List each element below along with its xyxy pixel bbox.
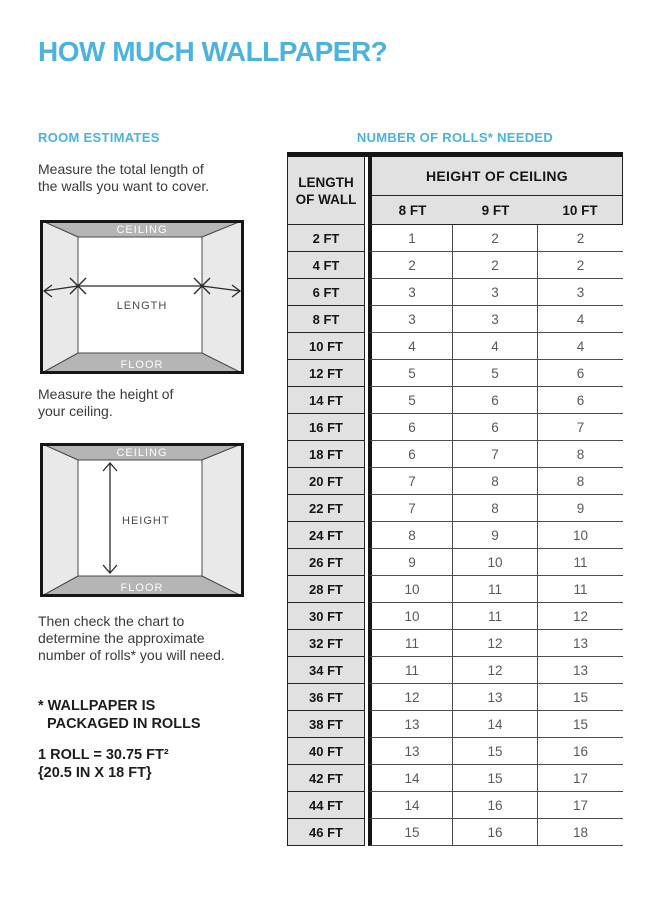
roll-count-9ft: 9 — [453, 522, 538, 549]
height-label: HEIGHT — [122, 515, 170, 527]
roll-count-9ft: 3 — [453, 279, 538, 306]
roll-count-8ft: 3 — [368, 279, 453, 306]
row-length-label: 6 FT — [287, 279, 365, 306]
roll-count-9ft: 12 — [453, 657, 538, 684]
room-estimates-heading: ROOM ESTIMATES — [38, 130, 160, 145]
ceiling-height-diagram — [40, 443, 244, 597]
roll-count-9ft: 16 — [453, 819, 538, 846]
roll-count-9ft: 11 — [453, 576, 538, 603]
row-length-label: 46 FT — [287, 819, 365, 846]
roll-count-8ft: 3 — [368, 306, 453, 333]
roll-count-10ft: 4 — [538, 333, 623, 360]
roll-count-9ft: 15 — [453, 738, 538, 765]
corner-header-line1: LENGTH — [298, 174, 354, 190]
rolls-needed-heading: NUMBER OF ROLLS* NEEDED — [356, 130, 554, 145]
instruction-chart-line1: Then check the chart to — [38, 613, 185, 629]
roll-count-10ft: 15 — [538, 711, 623, 738]
roll-count-8ft: 4 — [368, 333, 453, 360]
roll-count-10ft: 8 — [538, 441, 623, 468]
roll-count-8ft: 10 — [368, 576, 453, 603]
rolls-table — [287, 152, 623, 846]
instruction-height-line1: Measure the height of — [38, 386, 174, 402]
roll-size-line2: {20.5 IN X 18 FT} — [38, 765, 152, 781]
row-length-label: 14 FT — [287, 387, 365, 414]
row-length-label: 40 FT — [287, 738, 365, 765]
instruction-height-line2: your ceiling. — [38, 403, 113, 419]
roll-count-8ft: 14 — [368, 765, 453, 792]
row-length-label: 38 FT — [287, 711, 365, 738]
right-wall-panel — [202, 443, 244, 597]
instruction-length — [38, 161, 209, 195]
col-header-8ft: 8 FT — [368, 196, 453, 225]
left-wall-panel — [40, 443, 78, 597]
roll-count-10ft: 17 — [538, 792, 623, 819]
footnote-line1: * WALLPAPER IS — [38, 698, 156, 714]
roll-count-9ft: 8 — [453, 468, 538, 495]
roll-count-9ft: 7 — [453, 441, 538, 468]
roll-count-9ft: 2 — [453, 225, 538, 252]
row-length-label: 10 FT — [287, 333, 365, 360]
footnote-line2: PACKAGED IN ROLLS — [47, 716, 201, 732]
roll-count-8ft: 13 — [368, 738, 453, 765]
back-wall-panel — [78, 237, 202, 353]
roll-count-8ft: 11 — [368, 657, 453, 684]
roll-count-10ft: 17 — [538, 765, 623, 792]
roll-count-9ft: 11 — [453, 603, 538, 630]
roll-count-10ft: 9 — [538, 495, 623, 522]
roll-count-10ft: 15 — [538, 684, 623, 711]
roll-count-8ft: 5 — [368, 360, 453, 387]
roll-count-8ft: 12 — [368, 684, 453, 711]
roll-count-10ft: 10 — [538, 522, 623, 549]
row-length-label: 32 FT — [287, 630, 365, 657]
instruction-chart-line2: determine the approximate — [38, 630, 205, 646]
length-label: LENGTH — [116, 300, 168, 312]
roll-count-8ft: 14 — [368, 792, 453, 819]
roll-count-10ft: 2 — [538, 225, 623, 252]
roll-count-10ft: 7 — [538, 414, 623, 441]
roll-count-10ft: 2 — [538, 252, 623, 279]
row-length-label: 22 FT — [287, 495, 365, 522]
rolls-table-grid — [287, 157, 623, 846]
roll-count-9ft: 6 — [453, 387, 538, 414]
roll-count-8ft: 2 — [368, 252, 453, 279]
instruction-chart — [38, 613, 225, 664]
roll-count-8ft: 1 — [368, 225, 453, 252]
corner-header-line2: OF WALL — [295, 191, 357, 207]
page-title: HOW MUCH WALLPAPER? — [38, 36, 388, 67]
col-header-10ft: 10 FT — [538, 196, 623, 225]
row-length-label: 42 FT — [287, 765, 365, 792]
floor-label: FLOOR — [120, 359, 164, 371]
roll-count-9ft: 13 — [453, 684, 538, 711]
row-length-label: 44 FT — [287, 792, 365, 819]
roll-count-10ft: 16 — [538, 738, 623, 765]
row-length-label: 12 FT — [287, 360, 365, 387]
roll-count-10ft: 8 — [538, 468, 623, 495]
roll-count-10ft: 3 — [538, 279, 623, 306]
roll-count-8ft: 9 — [368, 549, 453, 576]
roll-count-9ft: 12 — [453, 630, 538, 657]
roll-count-9ft: 6 — [453, 414, 538, 441]
row-length-label: 26 FT — [287, 549, 365, 576]
row-length-label: 36 FT — [287, 684, 365, 711]
row-length-label: 18 FT — [287, 441, 365, 468]
row-length-label: 24 FT — [287, 522, 365, 549]
room-length-diagram — [40, 220, 244, 374]
roll-count-8ft: 10 — [368, 603, 453, 630]
instruction-length-line1: Measure the total length of — [38, 161, 204, 177]
instruction-length-line2: the walls you want to cover. — [38, 178, 210, 194]
roll-count-10ft: 18 — [538, 819, 623, 846]
roll-count-10ft: 6 — [538, 360, 623, 387]
row-length-label: 8 FT — [287, 306, 365, 333]
right-wall-panel — [202, 220, 244, 374]
roll-count-8ft: 13 — [368, 711, 453, 738]
instruction-height — [38, 386, 173, 420]
floor-label: FLOOR — [120, 582, 164, 594]
left-wall-panel — [40, 220, 78, 374]
corner-header — [287, 157, 365, 225]
row-length-label: 30 FT — [287, 603, 365, 630]
roll-count-10ft: 12 — [538, 603, 623, 630]
roll-count-9ft: 2 — [453, 252, 538, 279]
roll-count-10ft: 11 — [538, 576, 623, 603]
height-of-ceiling-header: HEIGHT OF CEILING — [368, 157, 623, 196]
roll-count-8ft: 5 — [368, 387, 453, 414]
roll-count-8ft: 7 — [368, 468, 453, 495]
instruction-chart-line3: number of rolls* you will need. — [38, 647, 225, 663]
roll-count-8ft: 8 — [368, 522, 453, 549]
roll-count-9ft: 16 — [453, 792, 538, 819]
roll-count-8ft: 15 — [368, 819, 453, 846]
ceiling-label: CEILING — [116, 224, 168, 236]
roll-count-10ft: 13 — [538, 630, 623, 657]
roll-count-10ft: 4 — [538, 306, 623, 333]
row-length-label: 2 FT — [287, 225, 365, 252]
roll-count-9ft: 5 — [453, 360, 538, 387]
roll-size-info — [38, 746, 169, 782]
roll-count-9ft: 3 — [453, 306, 538, 333]
roll-count-8ft: 6 — [368, 414, 453, 441]
roll-count-10ft: 13 — [538, 657, 623, 684]
col-header-9ft: 9 FT — [453, 196, 538, 225]
roll-count-9ft: 15 — [453, 765, 538, 792]
roll-count-9ft: 4 — [453, 333, 538, 360]
row-length-label: 28 FT — [287, 576, 365, 603]
roll-count-10ft: 11 — [538, 549, 623, 576]
row-length-label: 20 FT — [287, 468, 365, 495]
row-length-label: 4 FT — [287, 252, 365, 279]
roll-count-9ft: 8 — [453, 495, 538, 522]
roll-size-line1: 1 ROLL = 30.75 FT² — [38, 747, 169, 763]
roll-count-8ft: 11 — [368, 630, 453, 657]
roll-count-9ft: 14 — [453, 711, 538, 738]
roll-count-10ft: 6 — [538, 387, 623, 414]
roll-count-9ft: 10 — [453, 549, 538, 576]
roll-count-8ft: 7 — [368, 495, 453, 522]
row-length-label: 16 FT — [287, 414, 365, 441]
wallpaper-footnote — [38, 697, 201, 733]
row-length-label: 34 FT — [287, 657, 365, 684]
roll-count-8ft: 6 — [368, 441, 453, 468]
ceiling-label: CEILING — [116, 447, 168, 459]
